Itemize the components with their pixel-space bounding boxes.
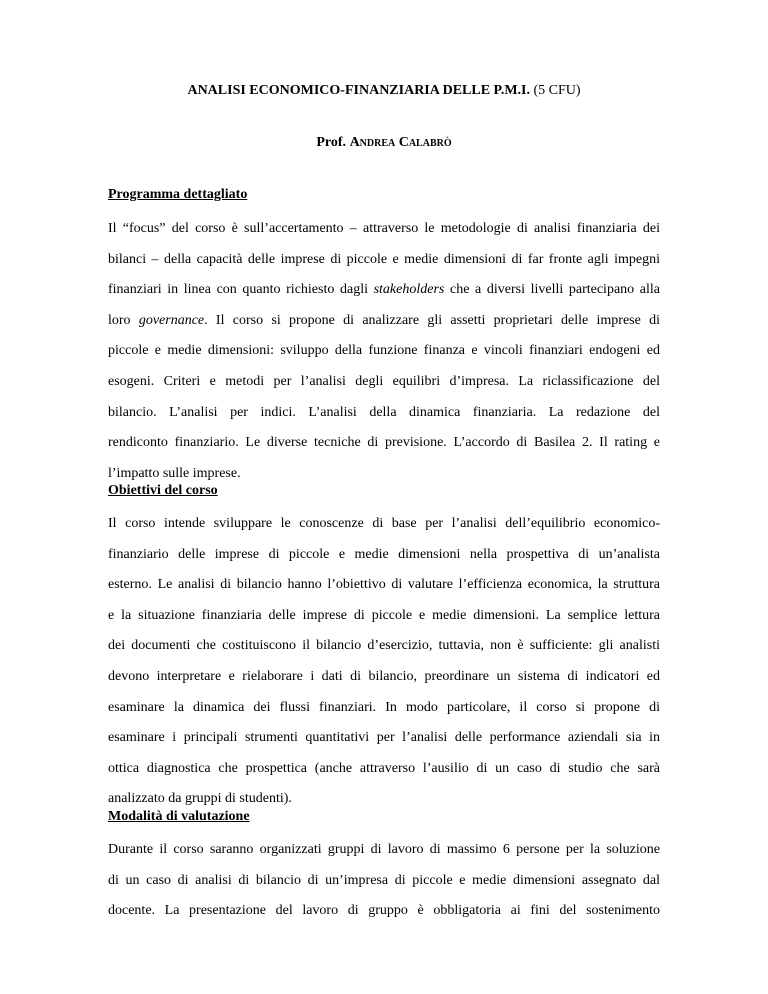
paragraph-line: Il corso intende sviluppare le conoscenze di base per l’analisi dell’equilibrio economico- <box>108 516 660 531</box>
paragraph-valutazione <box>108 835 660 927</box>
paragraph-line: Durante il corso saranno organizzati gruppi di lavoro di massimo 6 persone per la soluzione <box>108 842 660 857</box>
document-author <box>0 133 768 153</box>
paragraph-line: ottica diagnostica che prospettica (anche attraverso l’ausilio di un caso di studio che sarà <box>108 760 660 776</box>
paragraph-line: docente. La presentazione del lavoro di gruppo è obbligatoria ai fini del sostenimento <box>108 903 660 919</box>
paragraph-line: di un caso di analisi di bilancio di un’impresa di piccole e medie dimensioni assegnato dal <box>108 872 660 888</box>
paragraph-line: dei documenti che costituiscono il bilancio d’esercizio, tuttavia, non è sufficiente: gli analisti <box>108 638 660 654</box>
heading-obiettivi: Obiettivi del corso <box>108 483 218 498</box>
document-title <box>0 81 768 101</box>
paragraph-line: piccole e medie dimensioni: sviluppo della funzione finanza e vincoli finanziari endogeni ed <box>108 343 660 359</box>
course-title: ANALISI ECONOMICO-FINANZIARIA DELLE P.M.I. <box>187 83 530 98</box>
paragraph-line: loro governance. Il corso si propone di analizzare gli assetti proprietari delle imprese di <box>108 312 660 328</box>
paragraph-line: finanziario delle imprese di piccole e medie dimensioni nella prospettiva di un’analista <box>108 546 660 562</box>
paragraph-line: Il “focus” del corso è sull’accertamento – attraverso le metodologie di analisi finanziaria dei <box>108 221 660 236</box>
paragraph-line: analizzato da gruppi di studenti). <box>108 791 292 807</box>
paragraph-line: esogeni. Criteri e metodi per l’analisi degli equilibri d’impresa. La riclassificazione del <box>108 373 660 389</box>
paragraph-line: esaminare la dinamica dei flussi finanziari. In modo particolare, il corso si propone di <box>108 699 660 715</box>
paragraph-line: esaminare i principali strumenti quantitativi per l’analisi delle performance aziendali sia in <box>108 730 660 746</box>
heading-valutazione: Modalità di valutazione <box>108 809 250 824</box>
paragraph-obiettivi <box>108 509 660 815</box>
paragraph-line: esterno. Le analisi di bilancio hanno l’obiettivo di valutare l’efficienza economica, la struttura <box>108 577 660 593</box>
paragraph-line: e la situazione finanziaria delle imprese di piccole e medie dimensioni. La semplice lettura <box>108 607 660 623</box>
paragraph-line: devono interpretare e rielaborare i dati di bilancio, preordinare un sistema di indicatori ed <box>108 668 660 684</box>
paragraph-programma <box>108 214 660 489</box>
author-name: Andrea Calabrò <box>349 135 452 150</box>
paragraph-line: bilanci – della capacità delle imprese di piccole e medie dimensioni di far fronte agli impegni <box>108 251 660 267</box>
author-prefix: Prof. <box>316 135 347 150</box>
heading-programma: Programma dettagliato <box>108 187 248 202</box>
paragraph-line: bilancio. L’analisi per indici. L’analisi della dinamica finanziaria. La redazione del <box>108 404 660 420</box>
course-credits: (5 CFU) <box>533 83 581 98</box>
paragraph-line: l’impatto sulle imprese. <box>108 465 241 481</box>
paragraph-line: rendiconto finanziario. Le diverse tecniche di previsione. L’accordo di Basilea 2. Il rating e <box>108 435 660 451</box>
paragraph-line: finanziari in linea con quanto richiesto dagli stakeholders che a diversi livelli partecipano alla <box>108 282 660 298</box>
